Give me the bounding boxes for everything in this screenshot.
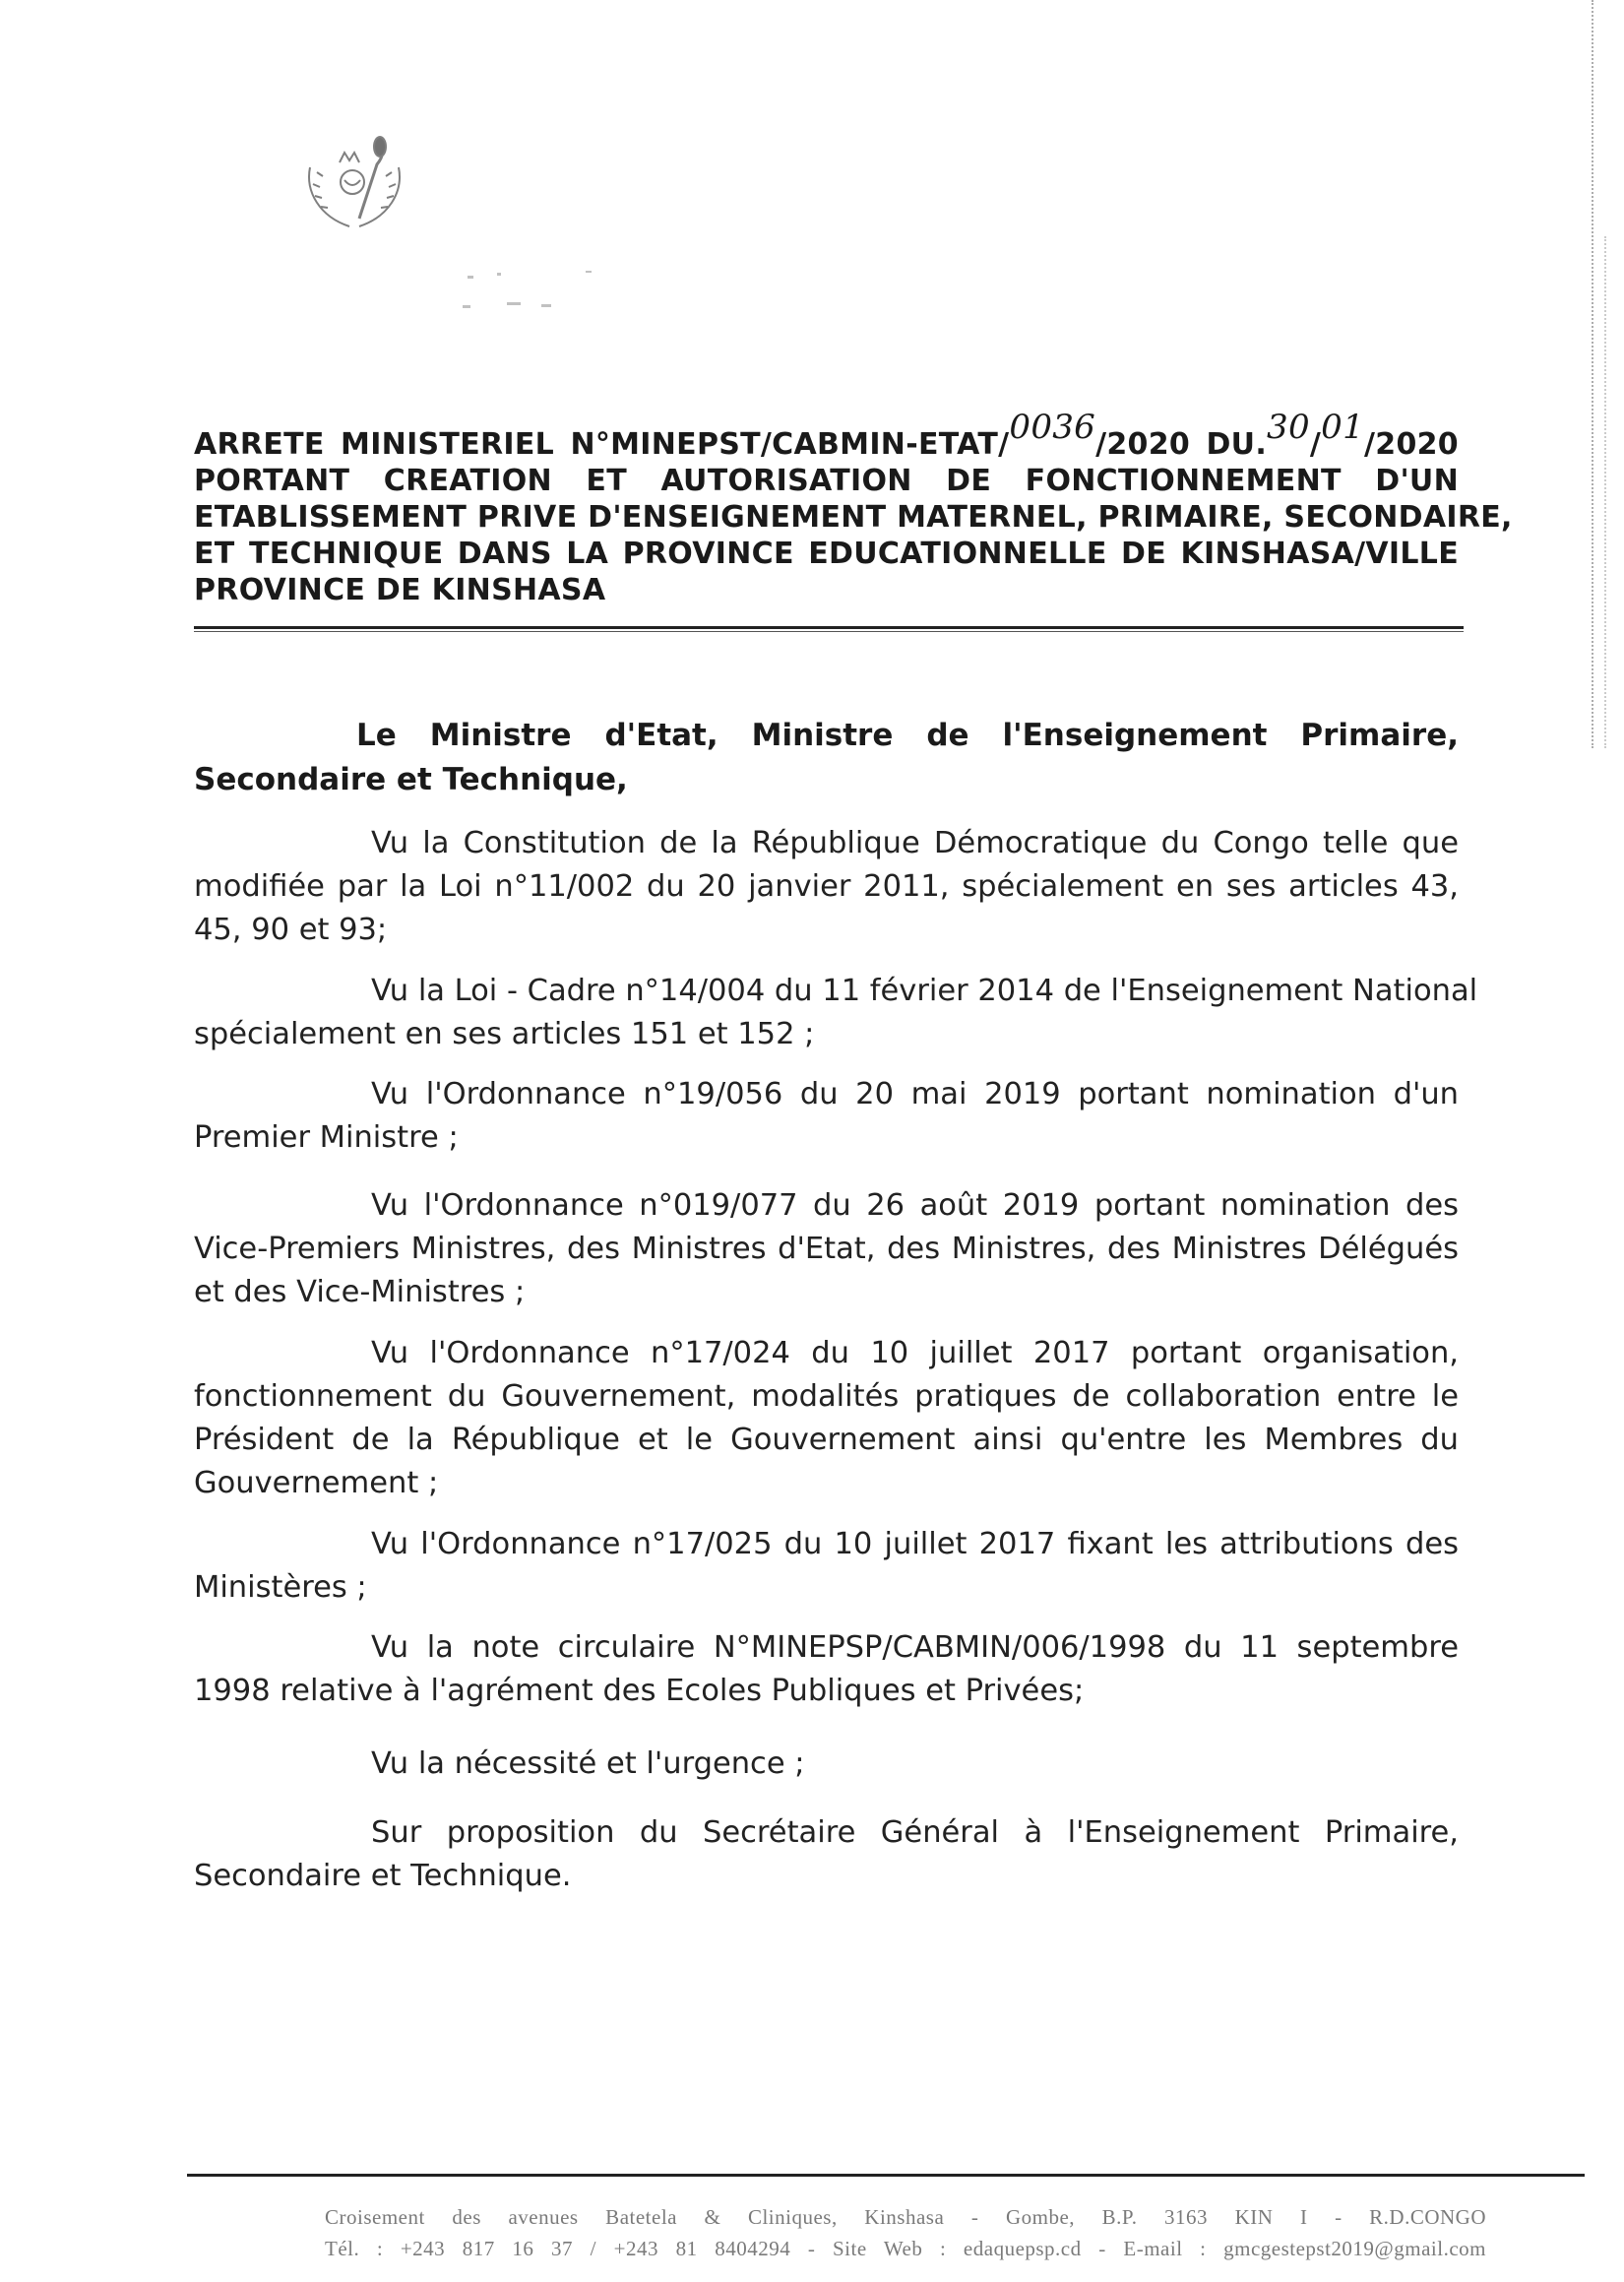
footer-address-line: Croisement des avenues Batetela & Cliniques, Kinshasa - Gombe, B.P. 3163 KIN I - R.D.CONGO <box>325 2205 1486 2229</box>
title-underline <box>194 626 1464 629</box>
handwritten-decree-number: 0036 <box>1009 408 1096 447</box>
footer-rule <box>187 2174 1585 2177</box>
scan-edge-mark <box>1592 0 1596 748</box>
consideration-paragraph <box>194 1523 1459 1610</box>
consideration-paragraph <box>194 1332 1459 1505</box>
scan-edge-mark <box>1604 236 1608 748</box>
paragraph-first-line: Sur proposition du Secrétaire Général à l'Enseignement Primaire, <box>371 1815 1459 1850</box>
paragraph-continuation: modifiée par la Loi n°11/002 du 20 janvier 2011, spécialement en ses articles 43, 45, 90 et 93; <box>194 869 1459 947</box>
handwritten-day: 30 <box>1267 408 1310 447</box>
preamble-line-1: Le Ministre d'Etat, Ministre de l'Enseignement Primaire, <box>356 718 1459 753</box>
paragraph-continuation: 1998 relative à l'agrément des Ecoles Publiques et Privées; <box>194 1674 1085 1708</box>
consideration-paragraph <box>194 1184 1459 1314</box>
preamble-line-2: Secondaire et Technique, <box>194 762 628 797</box>
paragraph-first-line: Vu l'Ordonnance n°19/056 du 20 mai 2019 portant nomination d'un <box>371 1077 1459 1111</box>
faint-stamp-marks <box>448 261 635 330</box>
paragraph-first-line: Vu la Loi - Cadre n°14/004 du 11 février 2014 de l'Enseignement National <box>371 974 1478 1008</box>
date-separator: / <box>1309 427 1322 462</box>
consideration-paragraph <box>194 1811 1459 1898</box>
decree-title-line-4: ET TECHNIQUE DANS LA PROVINCE EDUCATIONNELLE DE KINSHASA/VILLE <box>194 537 1459 571</box>
coat-of-arms-emblem <box>295 133 413 241</box>
paragraph-first-line: Vu la Constitution de la République Démocratique du Congo telle que <box>371 826 1459 860</box>
decree-date-prefix: /2020 DU. <box>1095 427 1268 462</box>
decree-number-prefix: ARRETE MINISTERIEL N°MINEPST/CABMIN-ETAT/ <box>194 427 1010 462</box>
paragraph-first-line: Vu l'Ordonnance n°019/077 du 26 août 2019 portant nomination des <box>371 1188 1459 1223</box>
paragraph-first-line: Vu l'Ordonnance n°17/025 du 10 juillet 2017 fixant les attributions des <box>371 1527 1459 1561</box>
footer-address <box>325 2201 1486 2264</box>
paragraph-single-line: Vu la nécessité et l'urgence ; <box>371 1746 805 1781</box>
decree-title-line-1 <box>194 408 1459 463</box>
paragraph-continuation: Vice-Premiers Ministres, des Ministres d'Etat, des Ministres, des Ministres Délégués et des Vice-Ministres ; <box>194 1232 1459 1309</box>
title-underline <box>194 631 1464 632</box>
paragraph-continuation: fonctionnement du Gouvernement, modalités pratiques de collaboration entre le Président de la République et le Gouvernement ainsi qu'entre les Membres du Gouvernement ; <box>194 1379 1459 1500</box>
consideration-paragraph <box>194 1743 1459 1786</box>
consideration-paragraph <box>194 970 1478 1056</box>
decree-title <box>194 408 1513 608</box>
paragraph-continuation: Ministères ; <box>194 1570 367 1605</box>
footer-contact-line: Tél. : +243 817 16 37 / +243 81 8404294 - Site Web : edaquepsp.cd - E-mail : gmcgestepst2019@gmail.com <box>325 2237 1486 2260</box>
consideration-paragraph <box>194 822 1459 952</box>
decree-title-line-5: PROVINCE DE KINSHASA <box>194 573 606 607</box>
paragraph-continuation: Premier Ministre ; <box>194 1120 459 1155</box>
paragraph-first-line: Vu la note circulaire N°MINEPSP/CABMIN/006/1998 du 11 septembre <box>371 1630 1459 1665</box>
decree-title-line-2: PORTANT CREATION ET AUTORISATION DE FONCTIONNEMENT D'UN <box>194 464 1459 498</box>
consideration-paragraph <box>194 1626 1459 1713</box>
decree-title-line-3: ETABLISSEMENT PRIVE D'ENSEIGNEMENT MATERNEL, PRIMAIRE, SECONDAIRE, <box>194 500 1513 535</box>
preamble <box>194 714 1459 802</box>
decree-year: /2020 <box>1364 427 1459 462</box>
paragraph-continuation: Secondaire et Technique. <box>194 1859 572 1893</box>
paragraph-first-line: Vu l'Ordonnance n°17/024 du 10 juillet 2017 portant organisation, <box>371 1336 1459 1370</box>
handwritten-month: 01 <box>1321 408 1365 447</box>
consideration-paragraph <box>194 1073 1459 1160</box>
paragraph-continuation: spécialement en ses articles 151 et 152 ; <box>194 1017 815 1051</box>
